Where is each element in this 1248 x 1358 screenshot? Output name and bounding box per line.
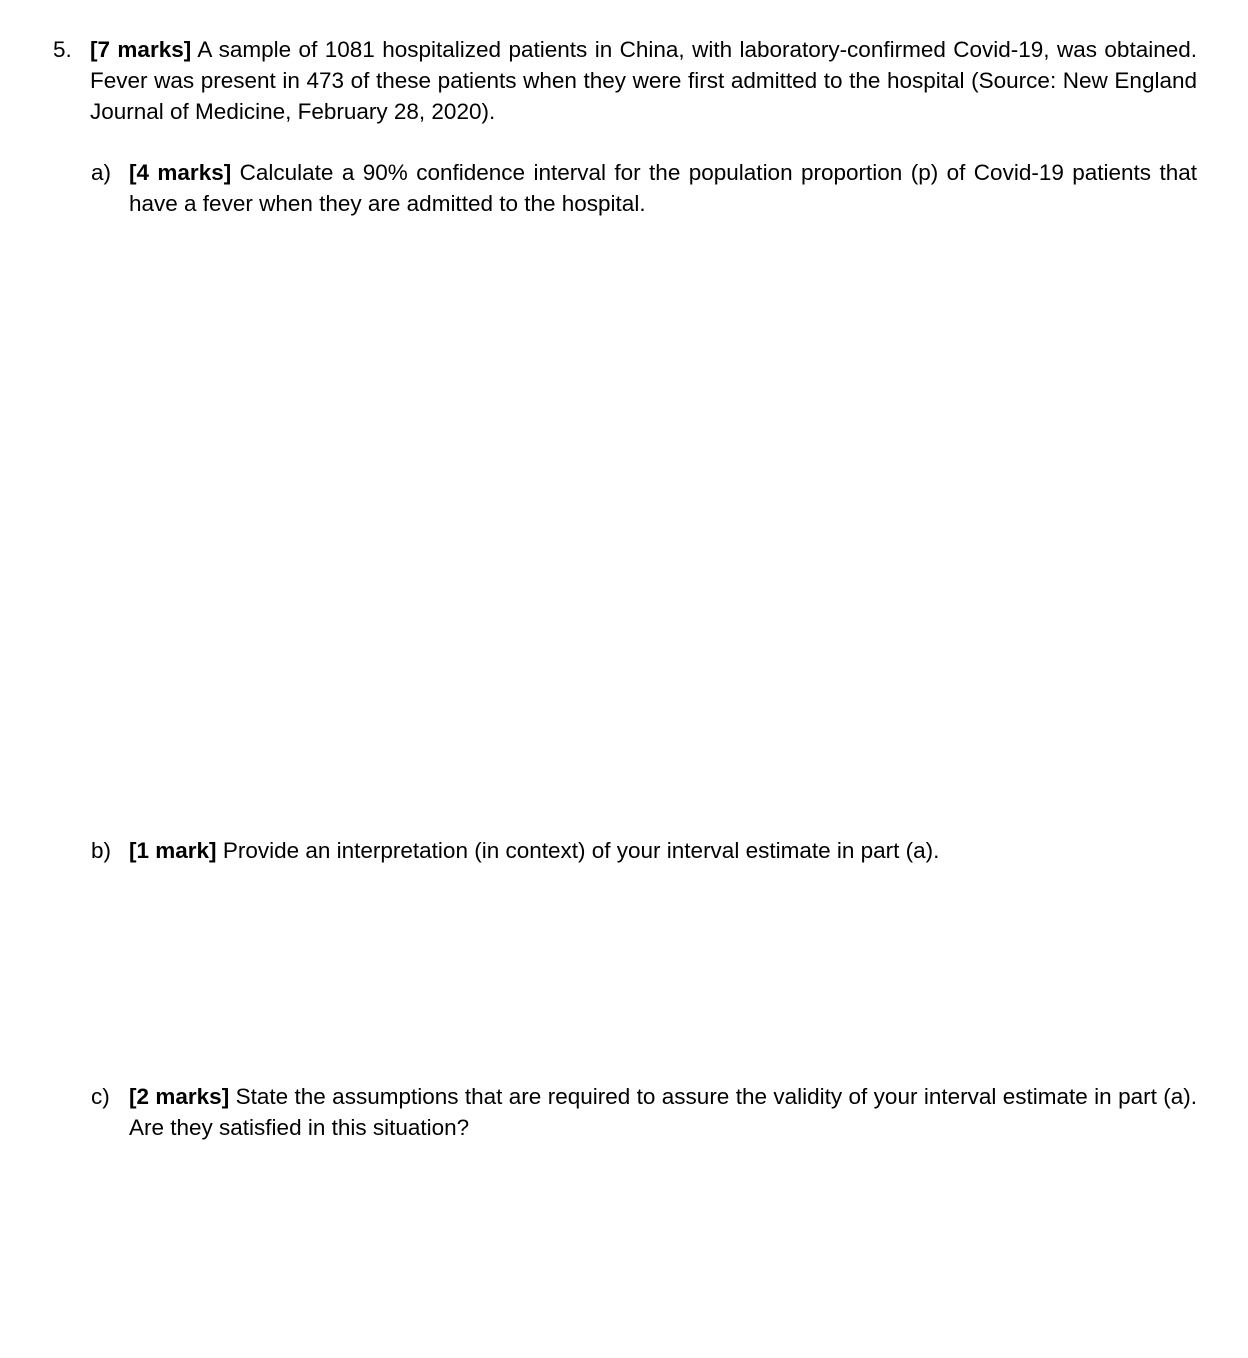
question-5-text: A sample of 1081 hospitalized patients in China, with laboratory-confirmed Covid-19, was obtained. Fever was present in 473 of these patients when they were first admitted to the hospital (Source: New England Journal of Medicine, February 28, 2020). bbox=[90, 37, 1197, 124]
part-c-question bbox=[129, 1081, 1197, 1143]
part-b-text: Provide an interpretation (in context) of your interval estimate in part (a). bbox=[222, 838, 940, 863]
part-c-marks: [2 marks] bbox=[129, 1084, 230, 1109]
question-5-marks: [7 marks] bbox=[90, 37, 192, 62]
part-c-text: State the assumptions that are required to assure the validity of your interval estimate in part (a). Are they satisfied in this situation? bbox=[129, 1084, 1197, 1140]
part-a-marks: [4 marks] bbox=[129, 160, 232, 185]
part-a-text: Calculate a 90% confidence interval for the population proportion (p) of Covid-19 patients that have a fever when they are admitted to the hospital. bbox=[129, 160, 1197, 216]
part-c-label: c) bbox=[91, 1084, 110, 1109]
part-a-label: a) bbox=[91, 160, 112, 185]
part-b-label: b) bbox=[91, 838, 112, 863]
part-a-question bbox=[129, 157, 1197, 219]
part-b-question bbox=[129, 835, 1197, 866]
question-number: 5. bbox=[53, 37, 72, 62]
question-5-stem bbox=[90, 34, 1197, 127]
part-b-marks: [1 mark] bbox=[129, 838, 217, 863]
